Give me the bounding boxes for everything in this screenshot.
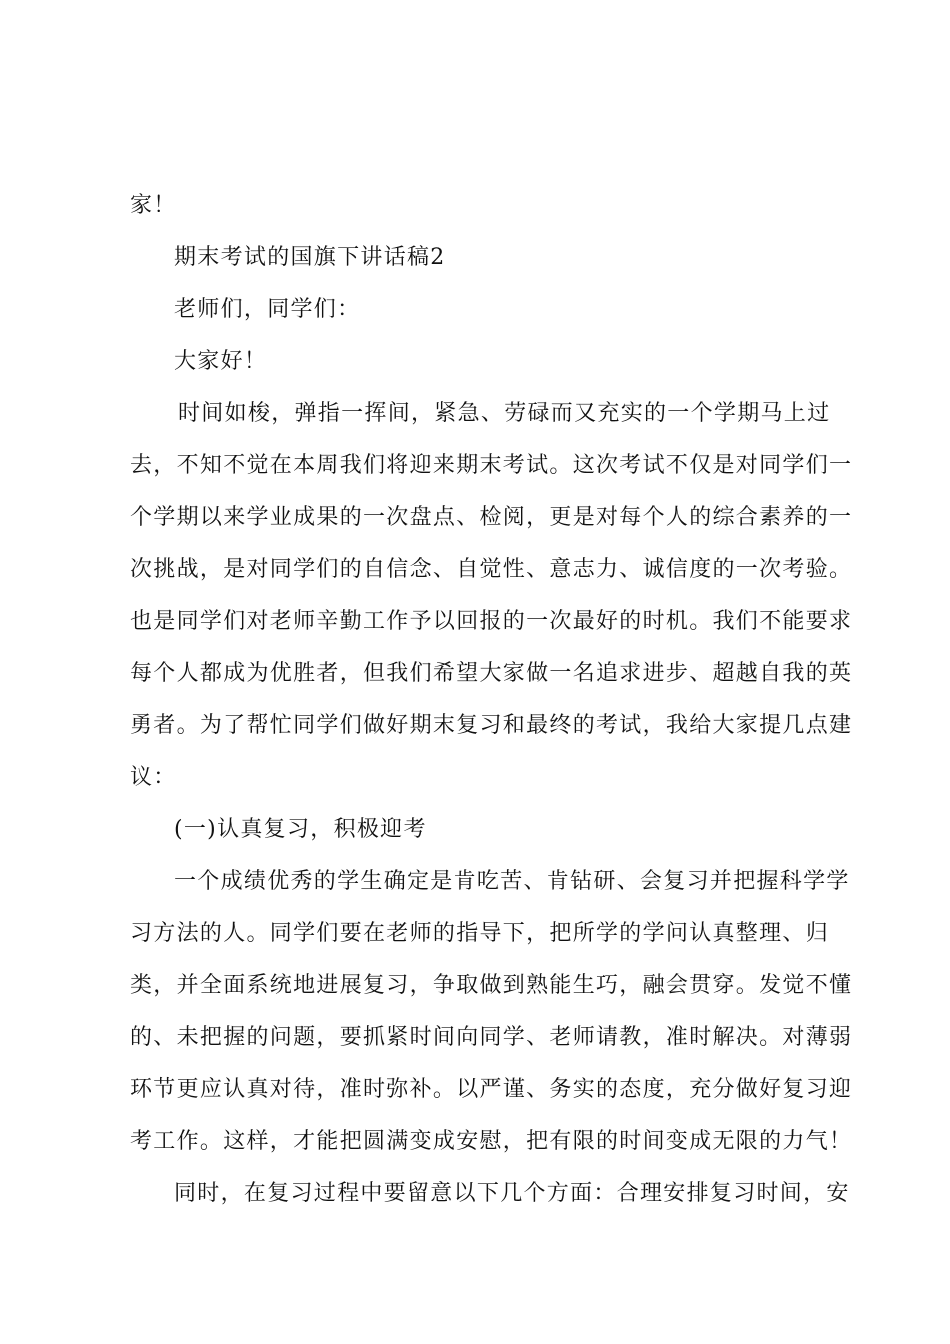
paragraph-line: 时间如梭，弹指一挥间，紧急、劳碌而又充实的一个学期马上过 xyxy=(178,401,831,426)
paragraph-line: 议： xyxy=(130,765,177,790)
document-body xyxy=(130,180,853,1220)
section-heading: (一)认真复习，积极迎考 xyxy=(174,817,427,842)
paragraph-line: 同时，在复习过程中要留意以下几个方面：合理安排复习时间，安 xyxy=(174,1181,850,1206)
salutation: 老师们，同学们： xyxy=(174,297,361,322)
paragraph-line: 一个成绩优秀的学生确定是肯吃苦、肯钻研、会复习并把握科学学 xyxy=(174,869,850,894)
speech-title: 期末考试的国旗下讲话稿2 xyxy=(174,245,446,270)
paragraph-line: 也是同学们对老师辛勤工作予以回报的一次最好的时机。我们不能要求 xyxy=(130,609,853,634)
paragraph-line: 去，不知不觉在本周我们将迎来期末考试。这次考试不仅是对同学们一 xyxy=(130,453,853,478)
paragraph-line: 习方法的人。同学们要在老师的指导下，把所学的学问认真整理、归 xyxy=(130,921,830,946)
greeting: 大家好！ xyxy=(174,349,268,374)
paragraph-line: 次挑战，是对同学们的自信念、自觉性、意志力、诚信度的一次考验。 xyxy=(130,557,853,582)
opening-fragment: 家！ xyxy=(130,193,177,218)
paragraph-line: 类，并全面系统地进展复习，争取做到熟能生巧，融会贯穿。发觉不懂 xyxy=(130,973,853,998)
paragraph-line: 的、未把握的问题，要抓紧时间向同学、老师请教，准时解决。对薄弱 xyxy=(130,1025,853,1050)
paragraph-line: 勇者。为了帮忙同学们做好期末复习和最终的考试，我给大家提几点建 xyxy=(130,713,853,738)
paragraph-line: 环节更应认真对待，准时弥补。以严谨、务实的态度，充分做好复习迎 xyxy=(130,1077,853,1102)
paragraph-line: 每个人都成为优胜者，但我们希望大家做一名追求进步、超越自我的英 xyxy=(130,661,853,686)
paragraph-line: 考工作。这样，才能把圆满变成安慰，把有限的时间变成无限的力气！ xyxy=(130,1129,853,1154)
paragraph-line: 个学期以来学业成果的一次盘点、检阅，更是对每个人的综合素养的一 xyxy=(130,505,853,530)
